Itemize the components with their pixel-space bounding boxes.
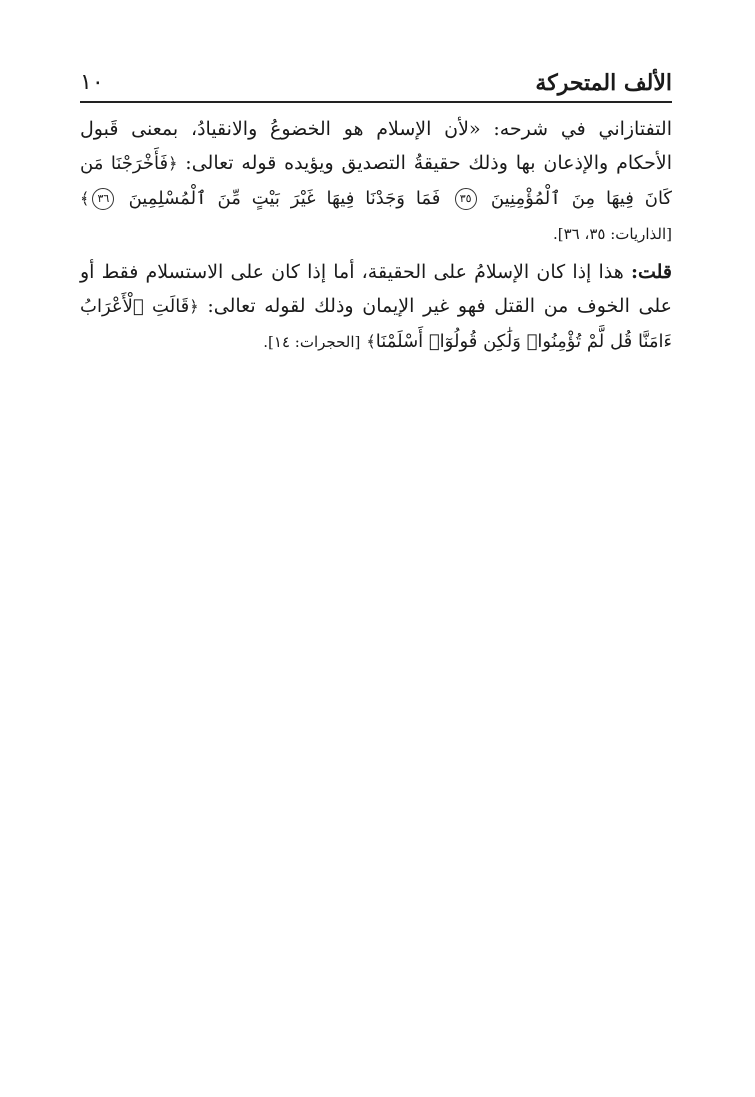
quran-verse-1: فَأَخْرَجْنَا مَن كَانَ فِيهَا مِنَ ٱلْمُؤْمِنِينَ (80, 153, 672, 209)
page-header (80, 60, 672, 100)
quran-bracket-open: ﴿ (189, 297, 199, 316)
verse-reference: [الحجرات: ١٤]. (263, 333, 361, 351)
quran-bracket-open: ﴿ (168, 154, 178, 173)
paragraph-1 (80, 112, 672, 251)
body-text (80, 112, 672, 359)
paragraph-2-intro: هذا إذا كان الإسلامُ على الحقيقة، أما إذا كان على الاستسلام فقط أو على الخوف من القتل فهو غير الإيمان وذلك لقوله تعالى: (80, 261, 673, 317)
quran-bracket-close: ﴾ (366, 332, 376, 351)
quran-verse-3: قَالَتِ ٱلْأَعْرَابُ ءَامَنَّا قُل لَّمْ تُؤْمِنُوا۟ وَلَٰكِن قُولُوٓا۟ أَسْلَمْنَا (80, 296, 672, 352)
header-rule (80, 101, 672, 103)
paragraph-2-lead: قلت: (630, 261, 672, 283)
ayah-number-marker: ٣٦ (92, 188, 114, 210)
verse-reference: [الذاريات: ٣٥، ٣٦]. (552, 225, 672, 243)
quran-verse-2: فَمَا وَجَدْنَا فِيهَا غَيْرَ بَيْتٍ مِّنَ ٱلْمُسْلِمِينَ (128, 188, 441, 209)
paragraph-2 (80, 255, 672, 359)
ayah-number-marker: ٣٥ (455, 188, 477, 210)
running-title: الألف المتحركة (535, 70, 672, 96)
quran-bracket-close: ﴾ (80, 189, 90, 208)
page-number: ١٠ (80, 70, 104, 95)
paragraph-1-intro: التفتازاني في شرحه: «لأن الإسلام هو الخضوعُ والانقيادُ، بمعنى قَبول الأحكام والإذعان بها وذلك حقيقةُ التصديق ويؤيده قوله تعالى: (80, 118, 672, 174)
